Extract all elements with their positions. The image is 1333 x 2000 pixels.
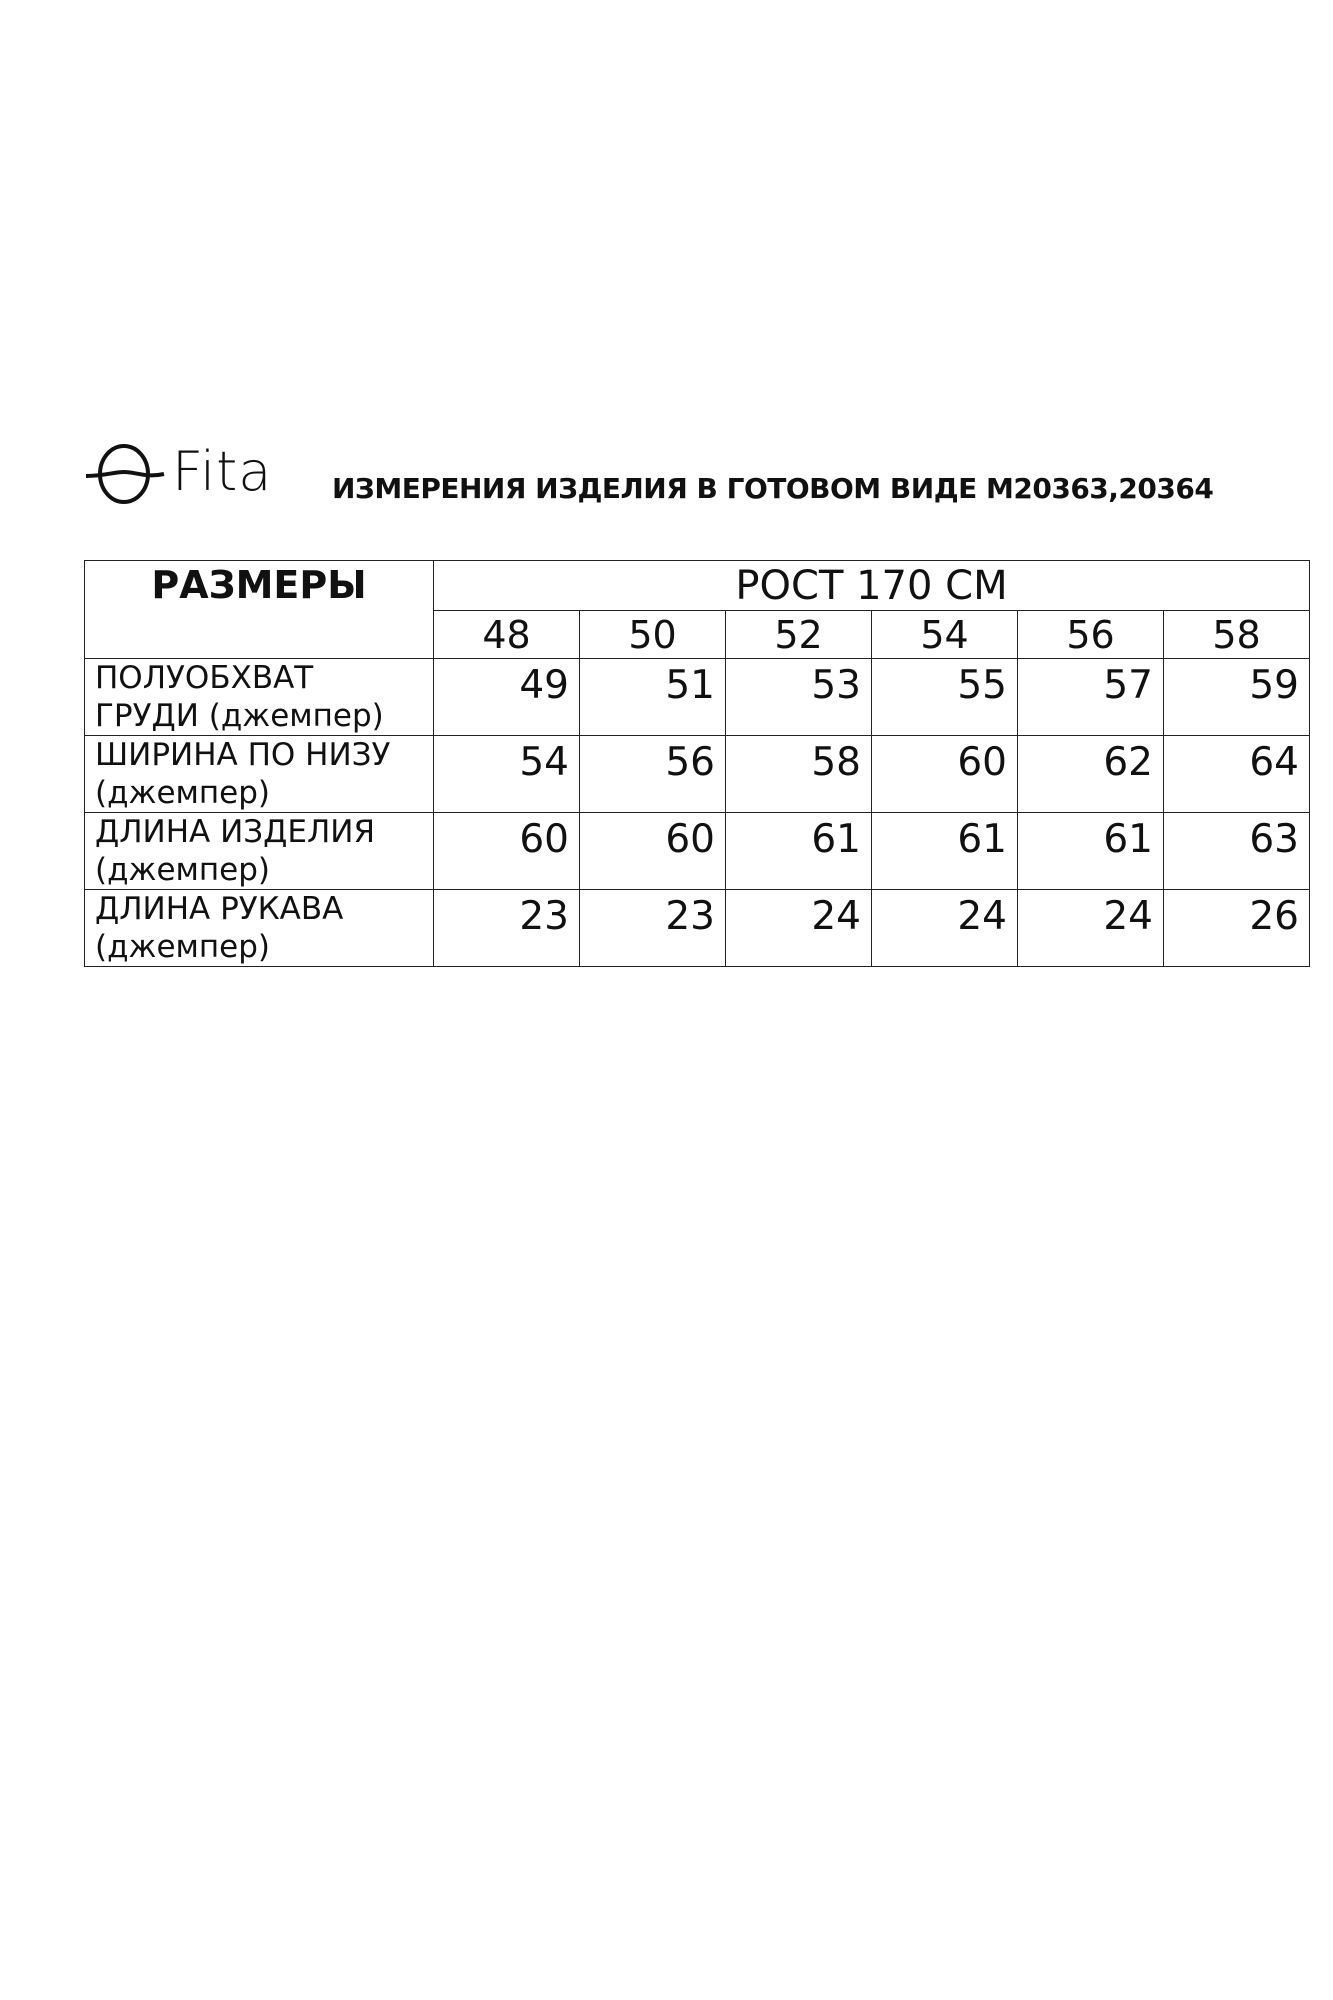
table-header-row (85, 561, 1310, 611)
value-cell: 56 (580, 736, 726, 813)
value-cell: 23 (434, 890, 580, 967)
brand-logo (84, 438, 299, 508)
value-cell: 61 (872, 813, 1018, 890)
value-cell: 24 (872, 890, 1018, 967)
size-cell: 48 (434, 611, 580, 659)
value-cell: 49 (434, 659, 580, 736)
value-cell: 59 (1164, 659, 1310, 736)
document-header (84, 438, 1314, 508)
row-label-line: ПОЛУОБХВАТ (95, 660, 314, 696)
size-cell: 58 (1164, 611, 1310, 659)
value-cell: 60 (434, 813, 580, 890)
row-label (85, 813, 434, 890)
fita-mark-icon (84, 438, 166, 508)
value-cell: 61 (1018, 813, 1164, 890)
size-cell: 52 (726, 611, 872, 659)
value-cell: 63 (1164, 813, 1310, 890)
value-cell: 53 (726, 659, 872, 736)
value-cell: 24 (1018, 890, 1164, 967)
value-cell: 54 (434, 736, 580, 813)
row-label (85, 890, 434, 967)
value-cell: 58 (726, 736, 872, 813)
value-cell: 51 (580, 659, 726, 736)
row-label-line: ДЛИНА РУКАВА (95, 891, 344, 927)
row-label-line: ДЛИНА ИЗДЕЛИЯ (95, 814, 375, 850)
value-cell: 57 (1018, 659, 1164, 736)
document-title: ИЗМЕРЕНИЯ ИЗДЕЛИЯ В ГОТОВОМ ВИДЕ М20363,20364 (332, 472, 1214, 505)
row-label-line: (джемпер) (95, 852, 271, 888)
row-label-line: ШИРИНА ПО НИЗУ (95, 737, 391, 773)
table-row (85, 736, 1310, 813)
table-row (85, 659, 1310, 736)
row-label (85, 736, 434, 813)
height-header: РОСТ 170 СМ (434, 561, 1310, 611)
value-cell: 24 (726, 890, 872, 967)
size-cell: 56 (1018, 611, 1164, 659)
brand-name: Fita (172, 440, 273, 503)
value-cell: 55 (872, 659, 1018, 736)
value-cell: 62 (1018, 736, 1164, 813)
row-label (85, 659, 434, 736)
row-label-line: ГРУДИ (джемпер) (95, 698, 384, 734)
value-cell: 61 (726, 813, 872, 890)
sizes-header: РАЗМЕРЫ (85, 561, 434, 659)
size-cell: 50 (580, 611, 726, 659)
value-cell: 60 (580, 813, 726, 890)
row-label-line: (джемпер) (95, 775, 271, 811)
value-cell: 23 (580, 890, 726, 967)
value-cell: 60 (872, 736, 1018, 813)
value-cell: 26 (1164, 890, 1310, 967)
size-chart-table (84, 560, 1310, 967)
size-cell: 54 (872, 611, 1018, 659)
table-row (85, 813, 1310, 890)
row-label-line: (джемпер) (95, 929, 271, 965)
value-cell: 64 (1164, 736, 1310, 813)
table-row (85, 890, 1310, 967)
